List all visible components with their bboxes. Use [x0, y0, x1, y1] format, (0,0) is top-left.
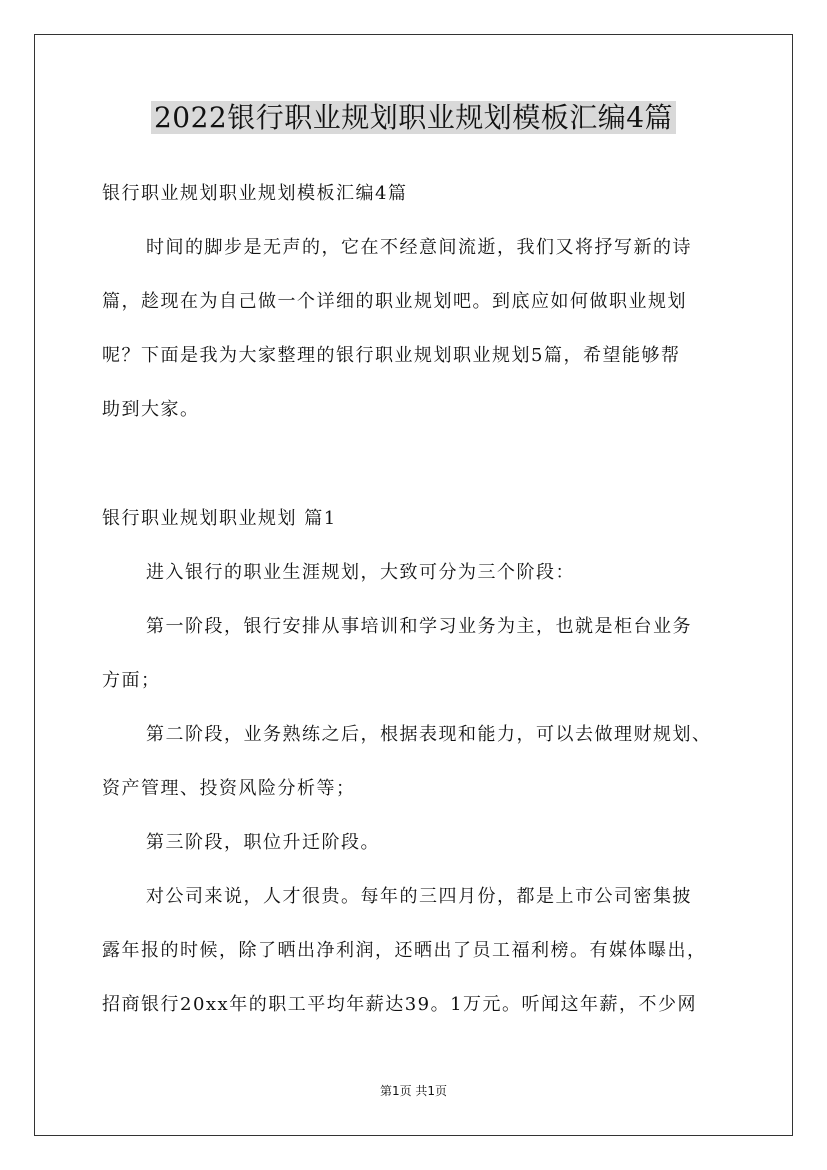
intro-line-3: 呢？下面是我为大家整理的银行职业规划职业规划5篇，希望能够帮 — [102, 345, 681, 366]
body-line-2: 第一阶段，银行安排从事培训和学习业务为主，也就是柜台业务 — [146, 616, 692, 637]
page-footer: 第1页 共1页 — [379, 1084, 448, 1098]
intro-line-4: 助到大家。 — [102, 399, 200, 420]
body-line-5: 资产管理、投资风险分析等； — [102, 778, 356, 799]
document-title-text: 2022银行职业规划职业规划模板汇编4篇 — [151, 101, 676, 134]
intro-line-2: 篇，趁现在为自己做一个详细的职业规划吧。到底应如何做职业规划 — [102, 291, 687, 312]
body-line-6: 第三阶段，职位升迁阶段。 — [146, 832, 380, 853]
body-line-1: 进入银行的职业生涯规划，大致可分为三个阶段： — [146, 562, 575, 583]
intro-line-1: 时间的脚步是无声的，它在不经意间流逝，我们又将抒写新的诗 — [146, 237, 692, 258]
body-line-3: 方面； — [102, 670, 161, 691]
body-line-7: 对公司来说，人才很贵。每年的三四月份，都是上市公司密集披 — [146, 886, 692, 907]
body-line-4: 第二阶段，业务熟练之后，根据表现和能力，可以去做理财规划、 — [146, 724, 712, 745]
section-heading: 银行职业规划职业规划 篇1 — [102, 508, 337, 529]
document-title — [0, 96, 827, 140]
document-subtitle: 银行职业规划职业规划模板汇编4篇 — [102, 183, 408, 204]
body-line-8: 露年报的时候，除了晒出净利润，还晒出了员工福利榜。有媒体曝出， — [102, 940, 707, 961]
body-line-9: 招商银行20xx年的职工平均年薪达39。1万元。听闻这年薪，不少网 — [102, 994, 698, 1015]
